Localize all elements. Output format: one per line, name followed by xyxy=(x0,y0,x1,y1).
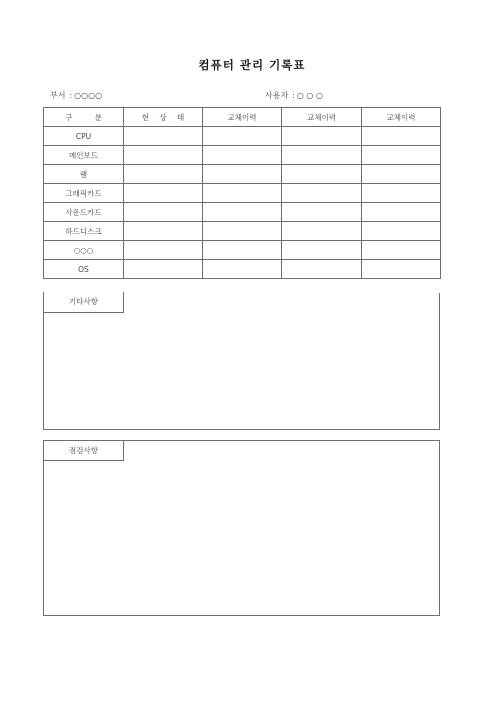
table-cell[interactable] xyxy=(203,222,282,241)
user-field xyxy=(265,90,323,101)
table-cell[interactable] xyxy=(282,146,362,165)
other-notes-label: 기타사항 xyxy=(43,292,124,313)
table-cell[interactable] xyxy=(282,184,362,203)
table-cell[interactable] xyxy=(203,203,282,222)
table-cell[interactable] xyxy=(362,260,441,279)
component-record-table xyxy=(43,107,441,279)
table-cell[interactable] xyxy=(362,241,441,260)
inspection-notes-label: 점검사항 xyxy=(43,440,124,461)
table-cell[interactable] xyxy=(282,222,362,241)
table-cell[interactable] xyxy=(203,260,282,279)
header-category: 구 분 xyxy=(44,108,124,127)
table-row xyxy=(44,165,441,184)
department-label: 부서 xyxy=(50,91,66,100)
table-cell[interactable] xyxy=(203,184,282,203)
row-label-other: ○○○ xyxy=(44,241,124,260)
user-label: 사용자 xyxy=(265,91,289,100)
table-cell[interactable] xyxy=(203,165,282,184)
table-row xyxy=(44,222,441,241)
table-cell[interactable] xyxy=(203,127,282,146)
department-field xyxy=(50,90,102,101)
table-header-row xyxy=(44,108,441,127)
table-cell[interactable] xyxy=(362,165,441,184)
row-label-os: OS xyxy=(44,260,124,279)
table-row xyxy=(44,127,441,146)
other-notes-box[interactable] xyxy=(43,293,440,430)
row-label-ram: 램 xyxy=(44,165,124,184)
row-label-mainboard: 메인보드 xyxy=(44,146,124,165)
row-label-hard-disk: 하드디스크 xyxy=(44,222,124,241)
inspection-notes-box[interactable] xyxy=(43,440,440,616)
table-cell[interactable] xyxy=(124,184,203,203)
row-label-sound-card: 사운드카드 xyxy=(44,203,124,222)
user-value: ○ ○ ○ xyxy=(296,91,323,100)
table-cell[interactable] xyxy=(282,260,362,279)
table-cell[interactable] xyxy=(124,165,203,184)
header-replacement-history-2: 교체이력 xyxy=(282,108,362,127)
table-cell[interactable] xyxy=(282,203,362,222)
table-cell[interactable] xyxy=(124,222,203,241)
table-cell[interactable] xyxy=(203,146,282,165)
table-cell[interactable] xyxy=(124,146,203,165)
user-separator: : xyxy=(292,91,295,100)
table-cell[interactable] xyxy=(282,241,362,260)
table-row xyxy=(44,203,441,222)
table-row xyxy=(44,241,441,260)
row-label-graphics-card: 그래픽카드 xyxy=(44,184,124,203)
table-cell[interactable] xyxy=(362,146,441,165)
header-replacement-history-1: 교체이력 xyxy=(203,108,282,127)
table-cell[interactable] xyxy=(362,203,441,222)
table-cell[interactable] xyxy=(124,241,203,260)
table-cell[interactable] xyxy=(362,184,441,203)
department-separator: : xyxy=(69,91,73,100)
table-cell[interactable] xyxy=(362,127,441,146)
page-title: 컴퓨터 관리 기록표 xyxy=(198,58,306,72)
table-cell[interactable] xyxy=(203,241,282,260)
table-cell[interactable] xyxy=(124,260,203,279)
row-label-cpu: CPU xyxy=(44,127,124,146)
header-replacement-history-3: 교체이력 xyxy=(362,108,441,127)
department-value: ○○○○ xyxy=(74,91,103,100)
header-current-state: 현 상 태 xyxy=(124,108,203,127)
table-cell[interactable] xyxy=(282,127,362,146)
table-cell[interactable] xyxy=(124,203,203,222)
table-cell[interactable] xyxy=(124,127,203,146)
table-row xyxy=(44,184,441,203)
table-row xyxy=(44,260,441,279)
table-cell[interactable] xyxy=(282,165,362,184)
table-row xyxy=(44,146,441,165)
table-cell[interactable] xyxy=(362,222,441,241)
